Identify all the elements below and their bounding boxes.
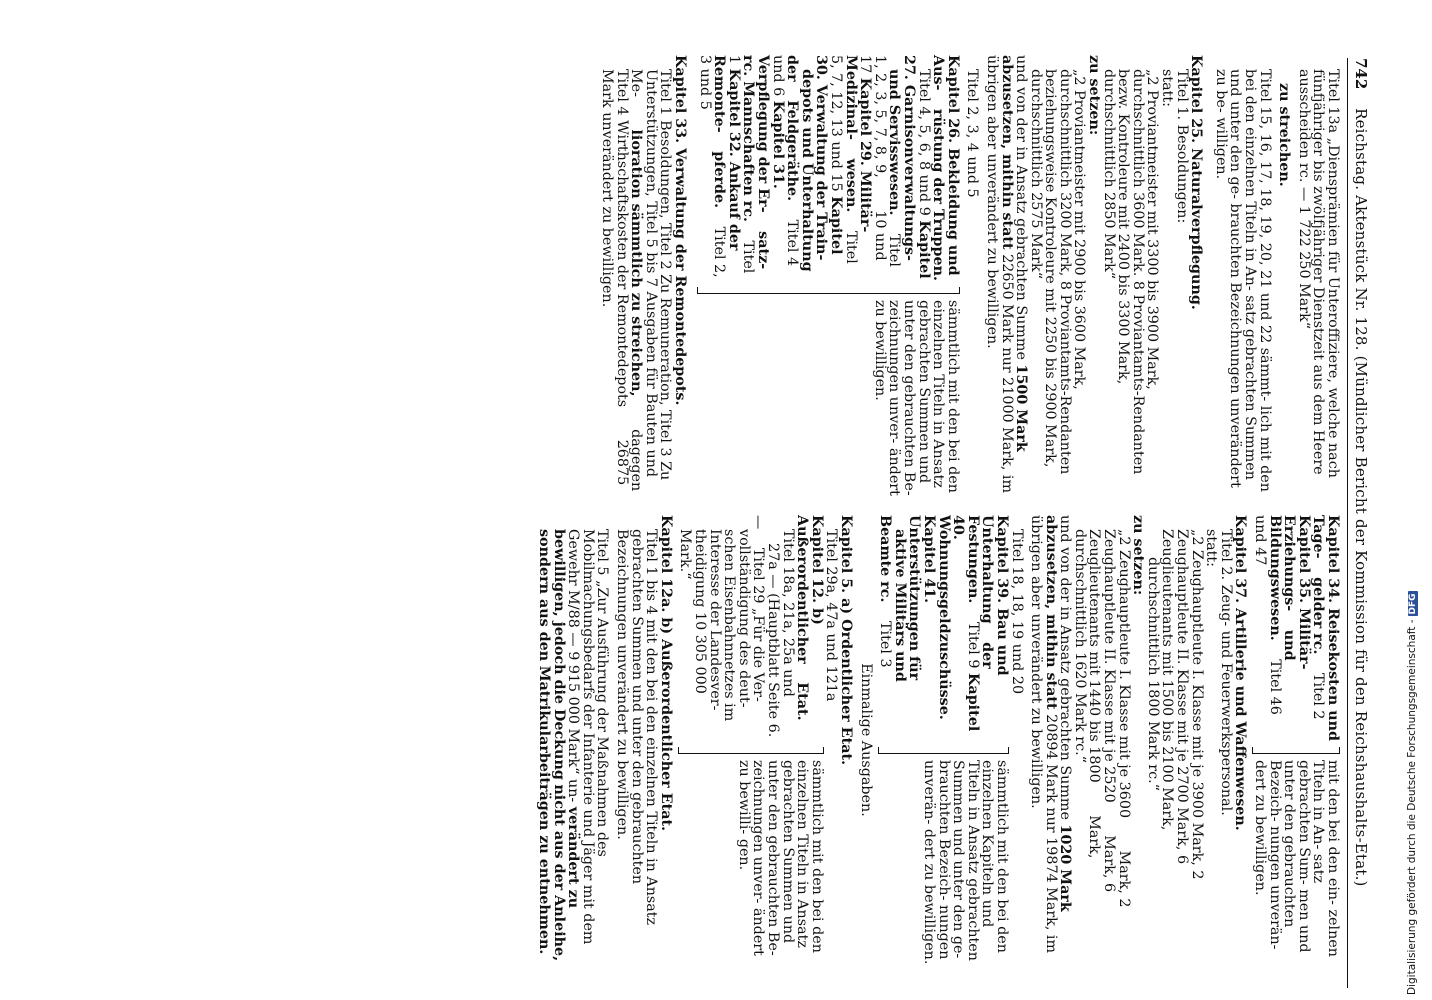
text-line: satz gebrachten Summen und unter den ge- bbox=[1227, 69, 1259, 480]
text-line: — (Hauptblatt Seite 6. — bbox=[750, 515, 782, 738]
text-line: willigen. bbox=[1212, 117, 1229, 180]
after-quote bbox=[1029, 515, 1073, 965]
text-line: Kontroleure mit 2250 bis 2900 Mark, bbox=[1042, 196, 1059, 468]
text-line: vollständigung des deut- bbox=[735, 529, 752, 708]
left-column bbox=[600, 55, 1341, 505]
grouping-bracket bbox=[878, 747, 1009, 754]
text-line: ändert zu bewilli- bbox=[735, 760, 767, 956]
text-line: den einzelnen Titeln bbox=[794, 760, 825, 953]
text-line: 2 Zeughauptleute II. Klasse mit je 2520 bbox=[1101, 529, 1132, 908]
footer-text: Digitalisierung gefördert durch die Deutsche Forschungsgemeinschaft - bbox=[1406, 619, 1418, 995]
titel-18-line: Titel 18, 18, 19 und 20 bbox=[1008, 529, 1025, 695]
kapitel-12a-text-1 bbox=[615, 515, 659, 965]
text-line: Kapitel 32. Ankauf der Remonte- bbox=[711, 55, 742, 251]
zu-streichen: zu streichen. bbox=[1276, 83, 1293, 187]
text-line: Mark, bbox=[1115, 850, 1132, 894]
text-line: Titel 18a, 21a, 25a und bbox=[779, 529, 796, 697]
kapitel-37-titel: Titel 2. Zeug- und Feuerwerkspersonal. bbox=[1217, 529, 1234, 816]
text-line: Summen und unter bbox=[765, 760, 796, 944]
text-line: brauchten Bezeichnungen unverändert zu be- bbox=[1212, 69, 1244, 488]
text-line: Mark.“ bbox=[677, 529, 694, 580]
text-line: und Titeln in Ansatz bbox=[964, 760, 996, 928]
text-line: Kapitel 34. Reisekosten und Tage- bbox=[1310, 515, 1341, 741]
group-right bbox=[678, 760, 824, 965]
text-line: den gebrauchten Be- bbox=[765, 804, 782, 956]
text-line: sämmtlich mit den bei bbox=[944, 300, 961, 462]
text-line: Titel 5 „Zur Ausführung der Maßnahmen des bbox=[594, 529, 611, 857]
quote-zu-setzen bbox=[1072, 515, 1130, 965]
text-line: mit 2400 bis 3300 Mark, durchschnittlich bbox=[1100, 69, 1132, 385]
grouping-bracket bbox=[697, 287, 960, 294]
text-line: in Ansatz gebrachten bbox=[779, 760, 811, 948]
header-title: Reichstag. Aktenstück Nr. 128. (Mündlicher Bericht der Kommission für den Reichshaushalts-Etat.) bbox=[1352, 108, 1370, 887]
text-line: depots und Unterhaltung der bbox=[784, 55, 815, 272]
text-line: nungen unverän- bbox=[1266, 826, 1283, 950]
text-line: „2 Zeughauptleute I. Klasse mit je 3900 Mark, bbox=[1188, 529, 1205, 866]
text-line: Titel 1 bbox=[725, 55, 757, 274]
text-line: Etat. bbox=[794, 682, 811, 721]
text-line: Titel 29 „Für die Ver- bbox=[750, 547, 767, 702]
titel-13a-block bbox=[1296, 55, 1340, 505]
text-line: gelder rc. bbox=[1310, 577, 1327, 655]
group-kap34-35 bbox=[1252, 515, 1340, 965]
text-line: 27a bbox=[765, 543, 782, 570]
text-line: Kapitel 27. Garnisonverwaltungs- bbox=[900, 55, 932, 279]
text-line: Mark, durchschnittlich 3200 Mark, bbox=[1056, 69, 1088, 390]
kapitel-12a-heading: Kapitel 12a. b) Außerordentlicher Etat. bbox=[657, 515, 674, 832]
text-line: sämmtlich mit den bei bbox=[808, 760, 825, 922]
text-line: durchschnittlich 2575 Mark“ bbox=[1027, 69, 1044, 280]
text-line: in Ansatz gebrachten bbox=[915, 300, 947, 488]
group-right bbox=[878, 760, 1009, 965]
text-line: ändert zu bewilligen. bbox=[871, 300, 903, 496]
kapitel-5-titel: Titel 29a, 47a und 121a bbox=[823, 529, 840, 702]
text-line: „2 Zeughauptleute I. Klasse mit je 3600 bbox=[1115, 529, 1132, 819]
text-line: Kapitel 12. b) Außerordentlicher bbox=[794, 515, 825, 664]
group-left bbox=[678, 515, 824, 747]
text-line: 1020 Mark abzusetzen, mithin statt bbox=[1042, 515, 1074, 912]
text-line: Mark, durchschnittlich 1620 Mark rc.“ bbox=[1071, 529, 1103, 859]
after-quote bbox=[984, 55, 1028, 505]
zu-setzen: zu setzen: bbox=[1086, 55, 1103, 136]
text-line: Mark, bbox=[1101, 835, 1118, 879]
page-number: 742 bbox=[1352, 58, 1370, 90]
quote-zu-setzen bbox=[1028, 55, 1086, 505]
text-line: Titel 13a „Diensprämien für Unteroffiziere, bbox=[1325, 69, 1341, 383]
text-line: Kapitel 39. Bau und Unterhaltung bbox=[979, 515, 1010, 676]
text-line: Kapitel 41. Unterstützungen für bbox=[906, 515, 937, 681]
text-line: aber unverändert zu bewilligen. bbox=[1028, 576, 1045, 809]
text-line: Titel 1, 2, 3, 5, 7, 8, 9, bbox=[871, 55, 903, 267]
text-line: 8 Proviantamts-Rendanten beziehungsweise bbox=[1042, 69, 1073, 475]
text-line: Interesse der Landesver- bbox=[706, 529, 723, 711]
text-line: durchschnittlich 1800 Mark rc.“ bbox=[1144, 557, 1161, 791]
text-line: Kapitel 30. Verwaltung der Train- bbox=[813, 55, 844, 261]
text-line: schen Eisenbahnnetzes im bbox=[721, 529, 738, 722]
dfg-logo: DFG bbox=[1408, 593, 1418, 615]
quote-statt bbox=[1145, 515, 1203, 965]
text-line: dagegen bbox=[628, 429, 645, 492]
text-line: lich mit den bei den einzelnen Titeln in An- bbox=[1242, 69, 1273, 492]
text-line: men und unter den bbox=[1281, 760, 1312, 953]
text-line: den einzelnen Kapiteln bbox=[979, 760, 1010, 953]
text-line: Feldgeräthe. bbox=[784, 100, 801, 202]
text-line: den gebrauchten Be- bbox=[900, 344, 917, 496]
text-line: gebrauchten Bezeich- bbox=[1266, 760, 1298, 928]
text-line: Titel 46 und 47 bbox=[1252, 515, 1283, 715]
statt-label: statt: bbox=[1203, 529, 1220, 567]
text-line: mit den bei den ein- bbox=[1325, 760, 1341, 905]
kapitel-33-heading: Kapitel 33. Verwaltung der Remontedepots. bbox=[672, 55, 689, 406]
text-line: Titel 2, 3 und 5 bbox=[696, 55, 728, 278]
group-kap39-41 bbox=[878, 515, 1009, 965]
kapitel-37-heading: Kapitel 37. Artillerie und Waffenwesen. bbox=[1232, 515, 1249, 831]
text-line: Titel 1 bis 4 mit den bei den einzelnen Titeln bbox=[643, 529, 660, 854]
text-line: zeichnungen unver- bbox=[886, 300, 903, 444]
statt-label: statt: bbox=[1159, 69, 1176, 107]
kapitel-12a-text-2 bbox=[537, 515, 610, 965]
text-line: 6 Zeuglieutenants mit 1500 bis 2100 Mark, bbox=[1159, 529, 1191, 865]
text-line: wesen. bbox=[842, 158, 859, 213]
grouping-bracket bbox=[678, 747, 824, 754]
titel-2-line: Titel 2, 3, 4 und 5 bbox=[964, 69, 981, 198]
text-line: Titel 3 bbox=[877, 621, 894, 668]
text-line: aktive Militärs und Beamte rc. bbox=[877, 515, 908, 682]
text-line: dert zu bewilligen. bbox=[1252, 760, 1269, 896]
text-line: und von der in Ansatz gebrachten Summe bbox=[1013, 55, 1030, 360]
text-line: welche nach fünfjähriger bis zwölfjähriger bbox=[1310, 69, 1341, 478]
text-line: Titel 4 Wirthschaftskosten der Remontedepots bbox=[613, 69, 630, 408]
text-line: Kapitel 29. Militär-Medizinal- bbox=[842, 55, 874, 233]
group-left bbox=[1252, 515, 1340, 747]
grouped-chapters bbox=[697, 55, 960, 505]
text-line: Titel 5, 7, 12, 13 und 15 bbox=[828, 55, 859, 264]
text-line: Kapitel 35. Militär-Erziehungs- bbox=[1281, 515, 1312, 670]
zu-setzen: zu setzen: bbox=[1130, 515, 1147, 596]
text-line: dert zu bewilligen. bbox=[920, 828, 937, 965]
text-line: und Bildungswesen. bbox=[1266, 515, 1298, 661]
text-line: Titel 9 bbox=[964, 621, 981, 669]
text-line: in Ansatz gebrachten Summen und unter den bbox=[628, 529, 660, 926]
text-line: 2 Zeughauptleute II. Klasse mit je 2700 Mark, bbox=[1174, 529, 1205, 880]
text-line: 26875 Mark unverändert zu bewilligen. bbox=[599, 69, 630, 486]
text-line: zeichnungen unver- bbox=[750, 760, 767, 904]
titel-1-line: Titel 1. Besoldungen: bbox=[1173, 69, 1190, 224]
text-line: 10 und 17 bbox=[857, 55, 888, 261]
text-line: Kapitel 26. Bekleidung und Aus- bbox=[930, 55, 961, 276]
text-line: Titel 5 bis 7 Ausgaben für Bauten und Me- bbox=[628, 69, 659, 478]
text-line: Titel 15, 16, 17, 18, 19, 20, 21 und 22 sämmt- bbox=[1256, 69, 1273, 402]
group-right bbox=[1252, 760, 1340, 965]
page-header bbox=[1347, 58, 1372, 988]
text-line: pferde. bbox=[711, 151, 728, 209]
text-line: Titel 1 Besoldungen, bbox=[657, 69, 674, 219]
text-line: Kapitel 40. Wohnungsgeldzuschüsse. bbox=[935, 515, 981, 732]
text-line: nungen unverän- bbox=[920, 760, 952, 960]
grouped-left bbox=[697, 55, 960, 287]
text-line: nicht aus der Anleihe, sondern aus den bbox=[536, 529, 567, 962]
text-line: theidigung 10 305 000 bbox=[692, 529, 709, 694]
text-line: satz- rc. Mannschaften rc. bbox=[740, 55, 772, 270]
text-line: „2 Proviantmeister mit 3300 bis 3900 Mark, bbox=[1144, 69, 1161, 390]
text-line: bewilligen. bbox=[614, 760, 631, 840]
text-line: gen. bbox=[735, 838, 752, 871]
text-line: 8 Proviantamts-Rendanten bezw. Kontroleure bbox=[1115, 69, 1146, 475]
text-line: „2 Proviantmeister mit 2900 bis 3600 bbox=[1071, 69, 1088, 343]
text-line: Summen und unter bbox=[900, 300, 932, 484]
grouped-right bbox=[697, 300, 960, 505]
quote-statt bbox=[1101, 55, 1159, 505]
text-line: den einzelnen Titeln bbox=[930, 300, 961, 493]
kapitel-33-titles bbox=[600, 55, 673, 505]
titel-15-block bbox=[1213, 55, 1271, 505]
kapitel-5-heading: Kapitel 5. a) Ordentlicher Etat. bbox=[838, 515, 854, 766]
text-line: 20894 Mark nur 19874 Mark, im übrigen bbox=[1028, 515, 1059, 954]
text-line: satz gebrachten Sum- bbox=[1295, 760, 1327, 885]
text-line: gebrachten Summen bbox=[950, 760, 981, 961]
right-column bbox=[537, 515, 1340, 965]
text-line: Titel 4, 5, 6, 8 und 9 bbox=[915, 69, 932, 216]
text-line: der Festungen. bbox=[964, 515, 996, 669]
text-line: Titel 2 bbox=[1310, 673, 1327, 720]
group-left bbox=[878, 515, 1009, 747]
digitization-footer bbox=[1406, 591, 1418, 995]
text-line: — 1 722 250 Mark“ bbox=[1295, 186, 1312, 330]
text-line: Titel 3 Zu Unterstützungen, bbox=[642, 69, 674, 481]
text-line: zelnen Titeln in An- bbox=[1310, 760, 1341, 957]
text-line: Kapitel 31. Verpflegung der Er- bbox=[755, 55, 786, 213]
text-line: Titel 4 und 6 bbox=[769, 55, 801, 267]
text-line: Mobilmachungsbedarfs der Infanterie und Jäger bbox=[579, 529, 596, 881]
text-line: brauchten Bezeich- bbox=[935, 760, 952, 901]
text-line: 22650 Mark nur 21000 Mark, im übrigen bbox=[983, 55, 1015, 494]
text-line: Dienstzeit aus dem Heere ausscheiden rc. bbox=[1295, 69, 1327, 475]
text-line: 2850 Mark“ bbox=[1100, 192, 1117, 280]
text-line: sämmtlich mit den bei bbox=[993, 760, 1010, 922]
group-kap12 bbox=[678, 515, 824, 965]
text-line: und Servisswesen. bbox=[886, 69, 903, 216]
text-line: durchschnittlich 3600 Mark. bbox=[1129, 69, 1146, 277]
text-line: Matrikularbeiträgen zu entnehmen. bbox=[536, 665, 553, 955]
text-line: 1500 Mark abzusetzen, mithin statt bbox=[998, 55, 1030, 452]
text-line: rüstung der Truppen. bbox=[930, 109, 947, 281]
text-line: mit dem Gewehr M/88 — 9 915 000 Mark“ un- bbox=[565, 529, 596, 945]
text-line: und unter den ge- bbox=[950, 828, 967, 959]
text-line: lioration sämmtlich zu streichen, bbox=[628, 129, 645, 397]
kapitel-25-heading: Kapitel 25. Naturalverpflegung. bbox=[1188, 55, 1205, 310]
text-line: gebrauchten Bezeichnungen unverändert zu bbox=[614, 529, 645, 885]
text-line: aber unverändert zu bewilligen. bbox=[983, 116, 1000, 349]
einmalige-ausgaben-heading: Einmalige Ausgaben. bbox=[857, 663, 874, 817]
text-line: 6 Zeuglieutenants mit 1440 bis 1800 bbox=[1086, 529, 1118, 893]
text-line: verändert zu bewilligen, jedoch die Deckung bbox=[550, 529, 582, 909]
grouping-bracket bbox=[1252, 747, 1340, 754]
text-line: Titel 2 Zu Remuneration, bbox=[657, 223, 674, 406]
text-line: und von der in Ansatz gebrachten Summe bbox=[1057, 515, 1074, 820]
